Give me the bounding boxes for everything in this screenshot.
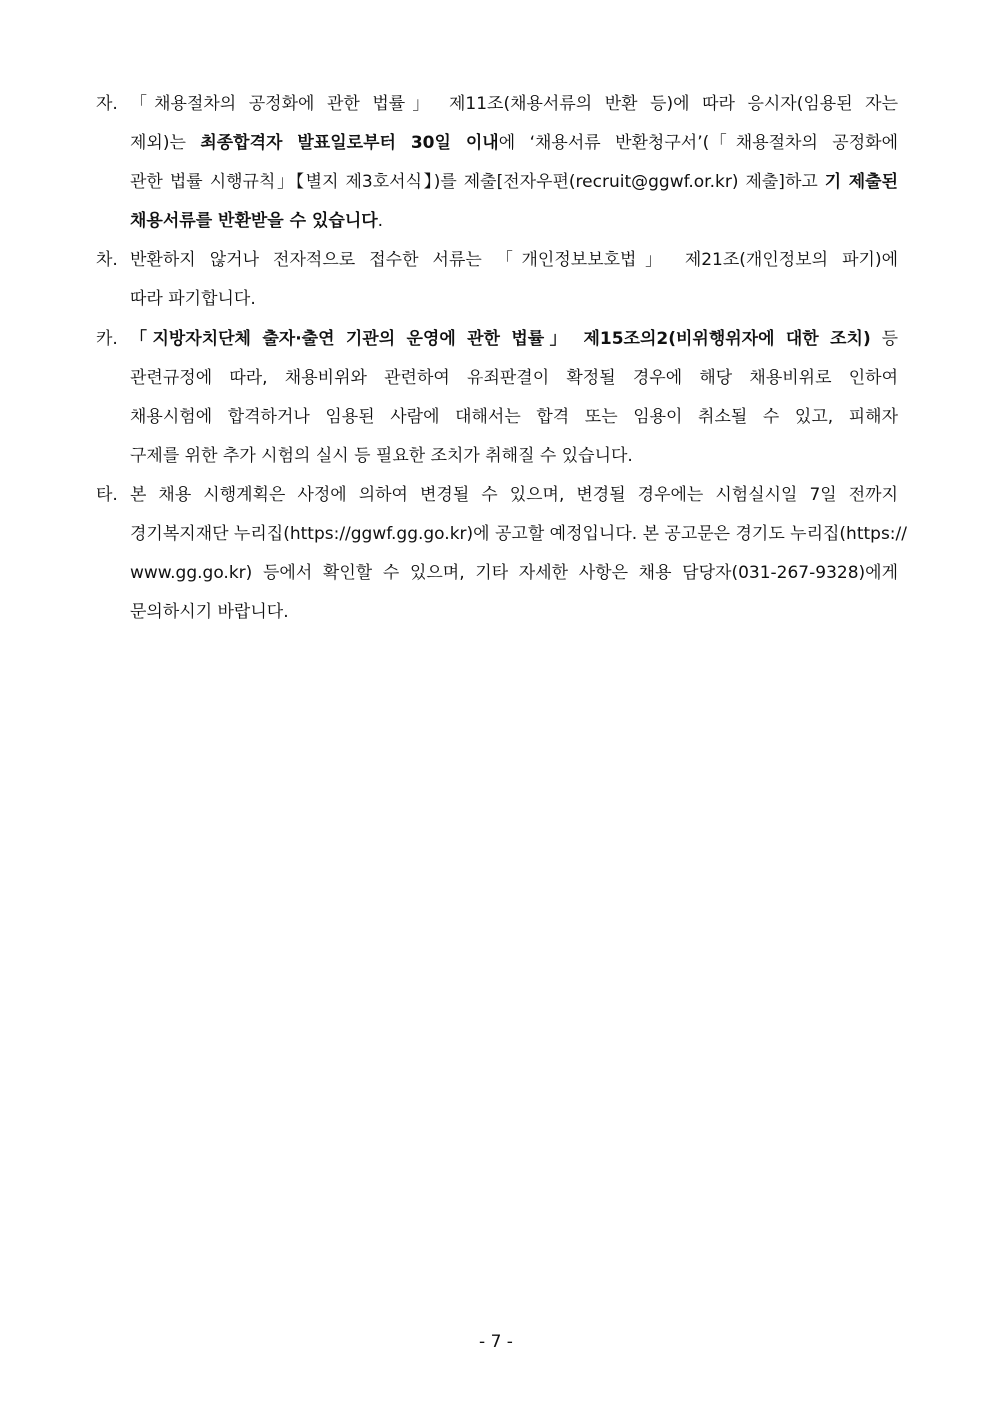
- text-segment: 문의하시기 바랍니다.: [130, 602, 289, 622]
- text-line: [130, 320, 898, 358]
- text-line: [130, 359, 898, 397]
- text-segment: 관한 법률 시행규칙」【별지 제3호서식】)를 제출[전자우편(recruit@ggwf.or.kr) 제출]하고: [130, 172, 825, 192]
- text-segment: 경기복지재단 누리집(https://ggwf.gg.go.kr)에 공고할 예정입니다. 본 공고문은 경기도 누리집(https://: [130, 524, 907, 544]
- text-line: [130, 437, 898, 475]
- text-segment: 「채용절차의 공정화에 관한 법률」 제11조(채용서류의 반환 등)에 따라 응시자(임용된 자는: [130, 94, 898, 114]
- bold-text-segment: 「지방자치단체 출자·출연 기관의 운영에 관한 법률」 제15조의2(비위행위자에 대한 조치): [130, 329, 871, 349]
- text-segment: 등: [870, 329, 898, 349]
- text-line: [130, 85, 898, 123]
- text-segment: .: [377, 211, 384, 231]
- text-line: [130, 241, 898, 279]
- text-segment: 에 ‘채용서류 반환청구서’(「채용절차의 공정화에: [498, 133, 898, 153]
- item-marker: 자.: [96, 94, 118, 114]
- item-marker: 타.: [96, 485, 118, 505]
- text-line: [130, 163, 898, 201]
- bold-text-segment: 기 제출된: [824, 172, 898, 192]
- item-marker: 차.: [96, 250, 118, 270]
- text-line: [130, 398, 898, 436]
- bold-text-segment: 최종합격자 발표일로부터 30일 이내: [200, 133, 499, 153]
- text-segment: 채용시험에 합격하거나 임용된 사람에 대해서는 합격 또는 임용이 취소될 수 있고, 피해자: [130, 407, 898, 427]
- text-segment: 따라 파기합니다.: [130, 289, 256, 309]
- bold-text-segment: 채용서류를 반환받을 수 있습니다: [130, 211, 378, 231]
- text-line: [130, 554, 898, 592]
- text-segment: 본 채용 시행계획은 사정에 의하여 변경될 수 있으며, 변경될 경우에는 시험실시일 7일 전까지: [130, 485, 898, 505]
- text-segment: 관련규정에 따라, 채용비위와 관련하여 유죄판결이 확정될 경우에 해당 채용비위로 인하여: [130, 368, 898, 388]
- text-segment: 제외)는: [130, 133, 201, 153]
- text-line: [130, 515, 907, 553]
- item-marker: 카.: [96, 329, 118, 349]
- text-segment: 반환하지 않거나 전자적으로 접수한 서류는 「개인정보보호법」 제21조(개인정보의 파기)에: [130, 250, 898, 270]
- text-line: [130, 476, 898, 514]
- text-segment: 구제를 위한 추가 시험의 실시 등 필요한 조치가 취해질 수 있습니다.: [130, 446, 633, 466]
- text-segment: www.gg.go.kr) 등에서 확인할 수 있으며, 기타 자세한 사항은 채용 담당자(031-267-9328)에게: [130, 563, 898, 583]
- text-line: [130, 593, 898, 631]
- text-line: [130, 202, 898, 240]
- page-number: - 7 -: [479, 1332, 513, 1352]
- text-line: [130, 280, 898, 318]
- text-line: [130, 124, 898, 162]
